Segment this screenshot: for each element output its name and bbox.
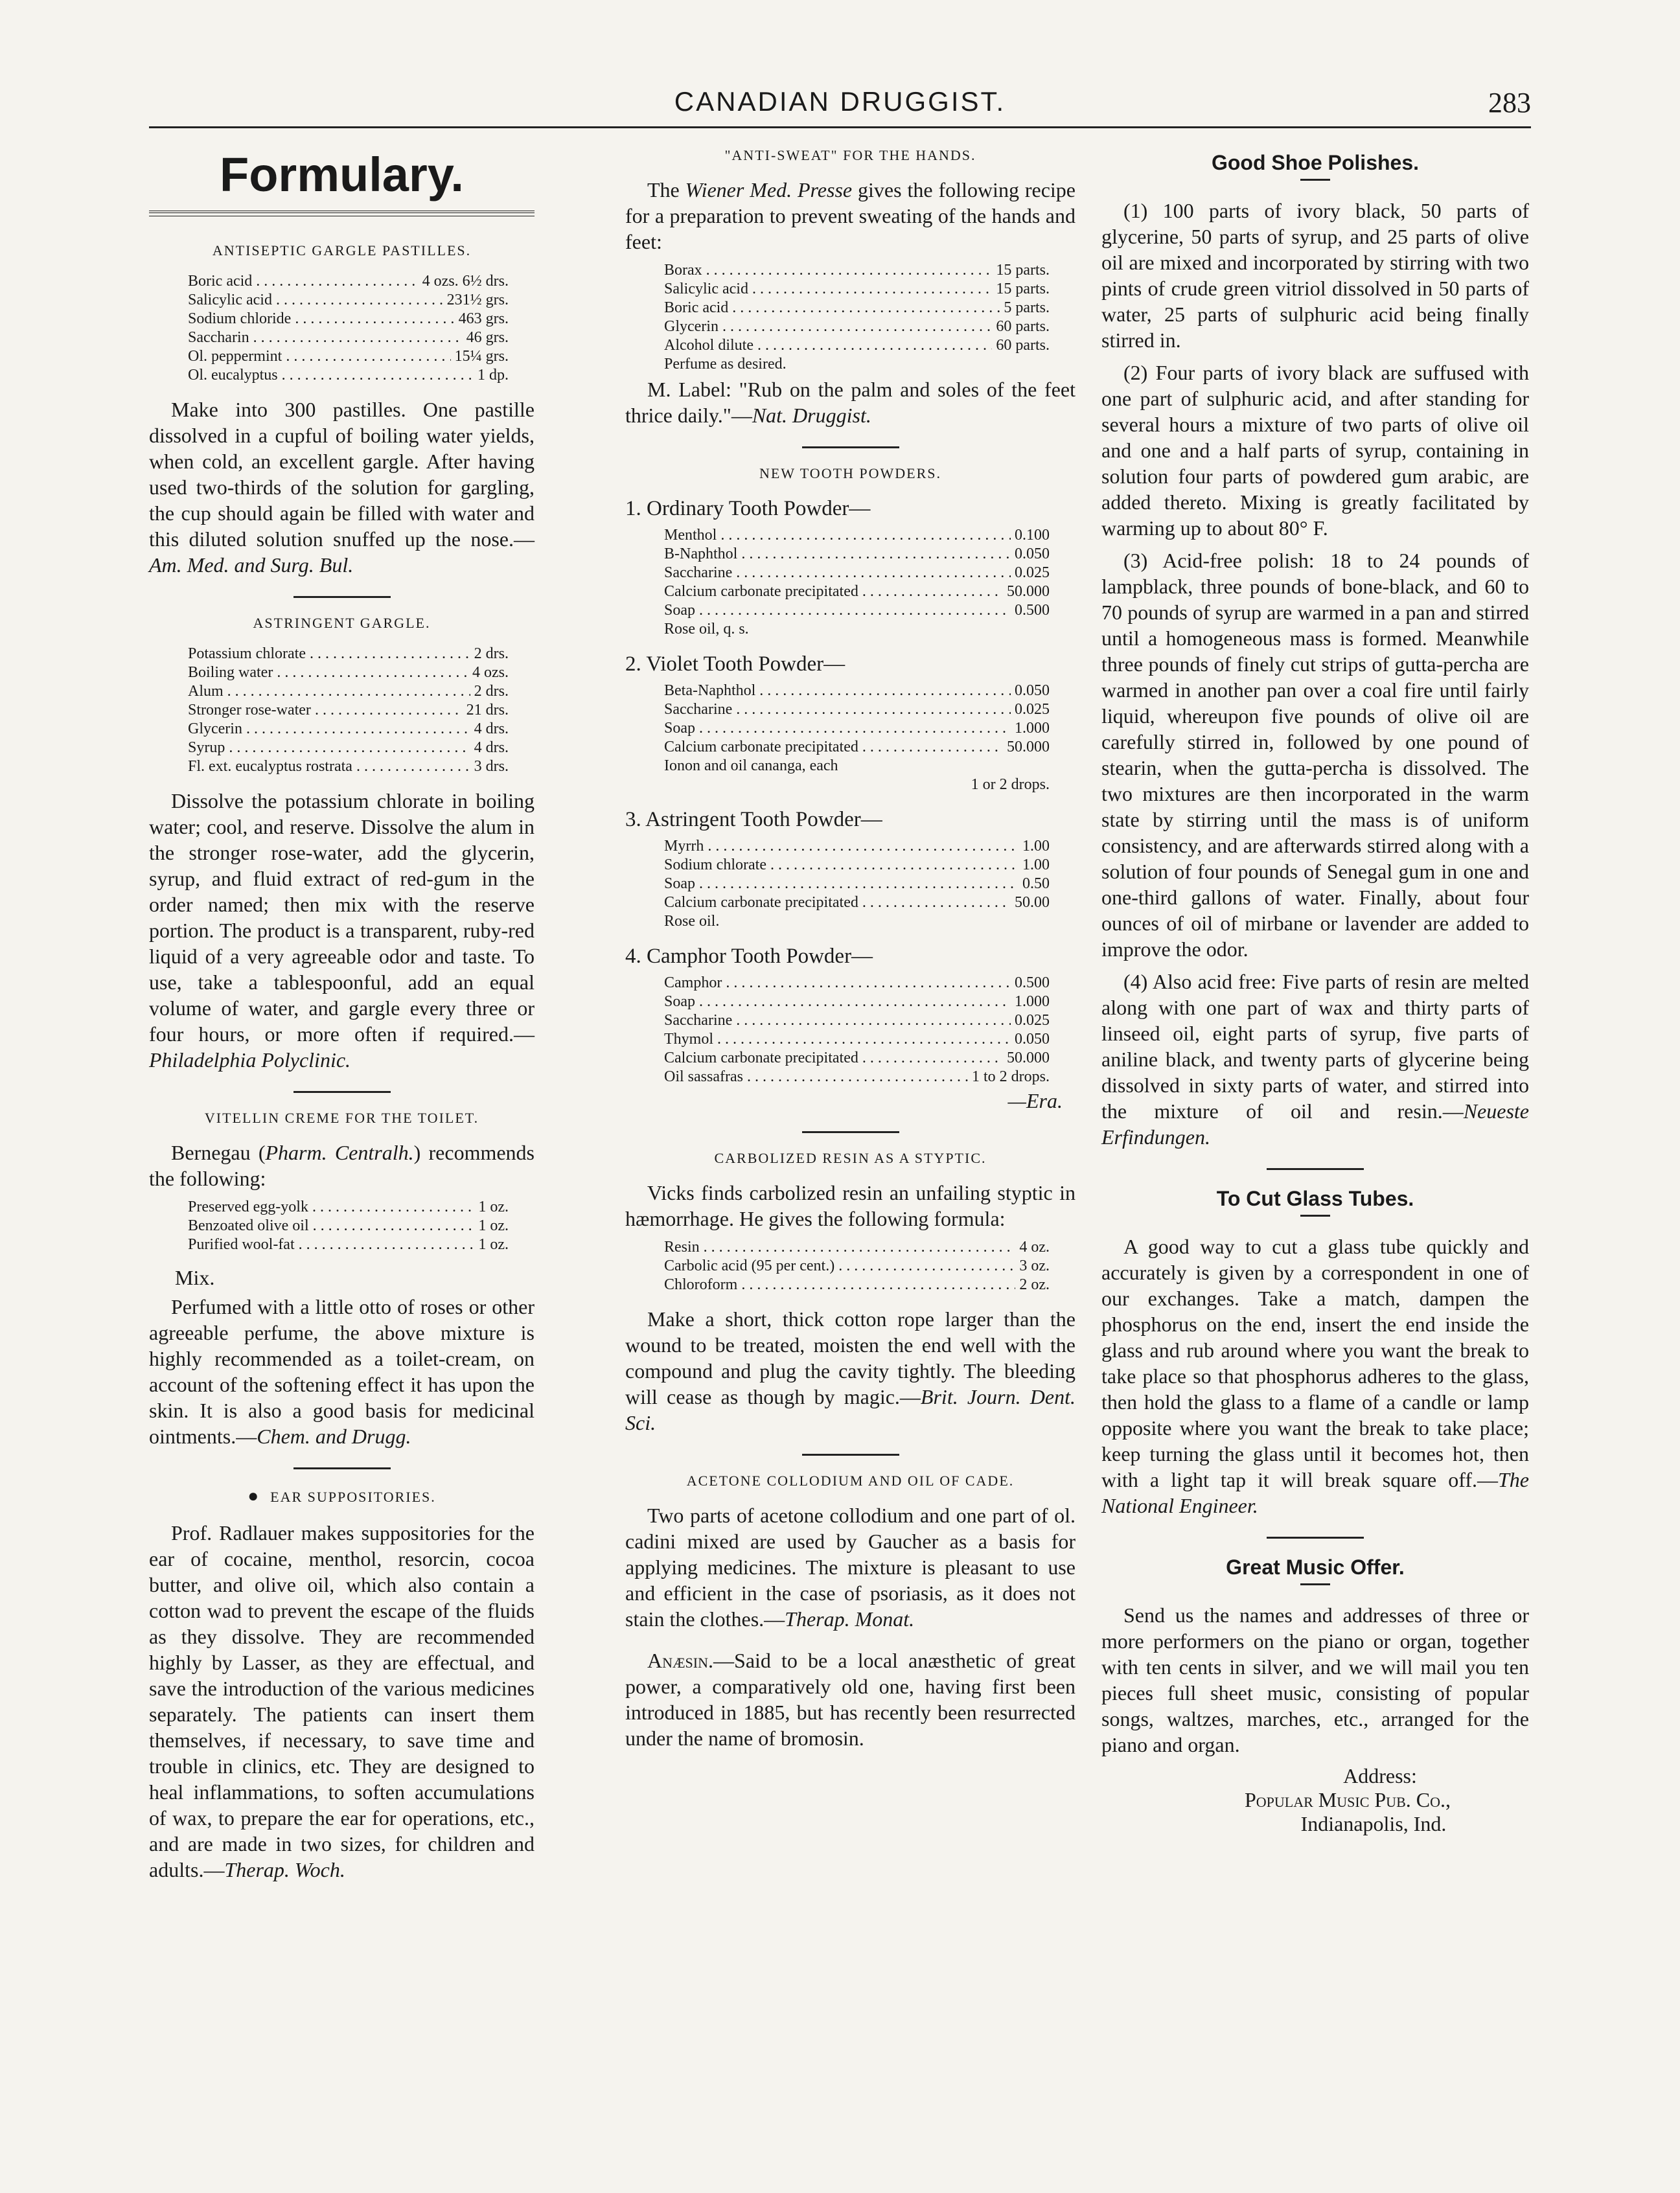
recipe-row: Glycerin . . . 4 drs. xyxy=(188,720,509,739)
section-title-formulary: Formulary. xyxy=(220,148,464,201)
heading-astringent-gargle: ASTRINGENT GARGLE. xyxy=(253,615,431,631)
heading-anti-sweat: "ANTI-SWEAT" FOR THE HANDS. xyxy=(724,147,976,163)
recipe-vitellin-creme xyxy=(188,1198,509,1254)
heading-carbolized-resin: CARBOLIZED RESIN AS A STYPTIC. xyxy=(714,1150,987,1166)
paragraph: (3) Acid-free polish: 18 to 24 pounds of lampblack, three pounds of bone-black, and 60 to 70 pounds of syrup are warmed in a pan and stirred until a homogeneous mass is formed. Meanwhile three pounds of finely cut strips of gutta-percha are warmed in another pan over a coal fire until fairly liquid, whereupon five pounds of olive oil are carefully stirred in, followed by one pound of stearin, when the gutta-percha is dissolved. The two mixtures are then incorporated in the warm state by stirring until the mass is of uniform consistency, and are afterwards stirred along with a solution of four pounds of Senegal gum in one and one-third gallons of water. Finally, about four ounces of oil of mirbane or lavender are added to improve the odor. xyxy=(1101,549,1529,961)
recipe-row: Salicylic acid . . . 231½ grs. xyxy=(188,291,509,310)
column-2 xyxy=(625,146,1076,1758)
heading-antiseptic-gargle: ANTISEPTIC GARGLE PASTILLES. xyxy=(212,242,472,258)
recipe-row: Soap . . . 1.000 xyxy=(664,993,1050,1011)
page-number: 283 xyxy=(1488,87,1531,119)
running-title: CANADIAN DRUGGIST. xyxy=(674,86,1006,117)
tooth-powder-4-title: 4. Camphor Tooth Powder— xyxy=(625,945,873,968)
tooth-powder-1-title: 1. Ordinary Tooth Powder— xyxy=(625,497,871,520)
paragraph: Vicks finds carbolized resin an unfailing styptic in hæmorrhage. He gives the following formula: xyxy=(625,1181,1076,1230)
paragraph: (1) 100 parts of ivory black, 50 parts of glycerine, 50 parts of syrup, and 25 parts of olive oil are mixed and incorporated by stirring with two pints of crude green vitriol dissolved in 50 parts of water, 25 parts of sulphuric acid being finally stirred in. xyxy=(1101,199,1529,352)
dash xyxy=(1300,179,1330,181)
citation: Neueste Erfindungen. xyxy=(1101,1099,1529,1149)
paragraph: Bernegau (Pharm. Centralh.) recommends the following: xyxy=(149,1141,535,1190)
citation: Therap. Monat. xyxy=(785,1607,915,1631)
recipe-row: Carbolic acid (95 per cent.) . . . 3 oz. xyxy=(664,1257,1050,1276)
recipe-note: Perfume as desired. xyxy=(664,356,787,373)
recipe-anti-sweat xyxy=(664,261,1050,374)
recipe-tooth-powder-2 xyxy=(664,682,1050,794)
divider xyxy=(802,1454,899,1456)
title-rule xyxy=(149,211,535,216)
column-3 xyxy=(1101,146,1529,1836)
recipe-row: Stronger rose-water . . . 21 drs. xyxy=(188,701,509,720)
recipe-row: Soap . . . 1.000 xyxy=(664,719,1050,738)
paragraph: The Wiener Med. Presse gives the following recipe for a preparation to prevent sweating of the hands and feet: xyxy=(625,178,1076,253)
tooth-powder-3-title: 3. Astringent Tooth Powder— xyxy=(625,808,882,831)
recipe-antiseptic-gargle xyxy=(188,272,509,385)
recipe-row: Benzoated olive oil . . . 1 oz. xyxy=(188,1217,509,1235)
heading-acetone-collodium: ACETONE COLLODIUM AND OIL OF CADE. xyxy=(686,1473,1015,1489)
heading-ear-suppositories: ● EAR SUPPOSITORIES. xyxy=(247,1486,436,1506)
recipe-row: Resin . . . 4 oz. xyxy=(664,1238,1050,1257)
tooth-powder-2-title: 2. Violet Tooth Powder— xyxy=(625,652,846,676)
citation: Therap. Woch. xyxy=(224,1858,345,1881)
recipe-row: Calcium carbonate precipitated . . . 50.000 xyxy=(664,582,1050,601)
publisher-name: Popular Music Pub. Co., xyxy=(1245,1788,1451,1811)
recipe-row: Camphor . . . 0.500 xyxy=(664,974,1050,993)
heading-great-music-offer: Great Music Offer. xyxy=(1226,1556,1405,1579)
recipe-row: Salicylic acid . . . 15 parts. xyxy=(664,280,1050,299)
paragraph: Prof. Radlauer makes suppositories for the ear of cocaine, menthol, resorcin, cocoa butter, and olive oil, which also contain a cotton wad to prevent the escape of the fluids as they dissolve. They are recommended highly by Lasser, as they are effectual, and save the introduction of the various medicines separately. The patients can insert them themselves, if necessary, to save time and trouble in clinics, etc. They are designed to heal inflammations, to soften accumulations of wax, to prepare the ear for operations, etc., and are made in two sizes, for children and adults.—Therap. Woch. xyxy=(149,1521,535,1881)
page-header xyxy=(149,81,1531,128)
dash xyxy=(1300,1215,1330,1217)
recipe-row: Saccharin . . . 46 grs. xyxy=(188,328,509,347)
recipe-row: Calcium carbonate precipitated . . . 50.000 xyxy=(664,1049,1050,1068)
recipe-tooth-powder-4 xyxy=(664,974,1050,1086)
heading-new-tooth-powders: NEW TOOTH POWDERS. xyxy=(759,465,942,481)
divider xyxy=(1267,1168,1364,1170)
recipe-row: Ol. eucalyptus . . . 1 dp. xyxy=(188,366,509,385)
recipe-row: Menthol . . . 0.100 xyxy=(664,526,1050,545)
recipe-row: Calcium carbonate precipitated . . . 50.00 xyxy=(664,893,1050,912)
paragraph: Dissolve the potassium chlorate in boiling water; cool, and reserve. Dissolve the alum in the stronger rose-water, add the glycerin, syrup, and fluid extract of red-gum in the order named; then mix with the reserve portion. The product is a transparent, ruby-red liquid of a very agreeable odor and taste. To use, take a tablespoonful, add an equal volume of water, and gargle every three or four hours, or more often if required.—Philadelphia Polyclinic. xyxy=(149,789,535,1072)
paragraph: Make into 300 pastilles. One pastille dissolved in a cupful of boiling water yields, when cold, an excellent gargle. After having used two-thirds of the solution for gargling, the cup should again be filled with water and this diluted solution snuffed up the nose.—Am. Med. and Surg. Bul. xyxy=(149,398,535,577)
recipe-row: Oil sassafras . . . 1 to 2 drops. xyxy=(664,1068,1050,1086)
divider xyxy=(802,1131,899,1133)
dash xyxy=(1300,1583,1330,1585)
heading-to-cut-glass-tubes: To Cut Glass Tubes. xyxy=(1216,1187,1414,1210)
recipe-row: Boric acid . . . 5 parts. xyxy=(664,299,1050,317)
recipe-row: Saccharine . . . 0.025 xyxy=(664,564,1050,582)
recipe-row: Borax . . . 15 parts. xyxy=(664,261,1050,280)
recipe-row: Chloroform . . . 2 oz. xyxy=(664,1276,1050,1294)
citation: Am. Med. and Surg. Bul. xyxy=(149,553,354,577)
recipe-row: Preserved egg-yolk . . . 1 oz. xyxy=(188,1198,509,1217)
divider xyxy=(293,1467,391,1469)
recipe-tooth-powder-1 xyxy=(664,526,1050,639)
paragraph: M. Label: "Rub on the palm and soles of the feet thrice daily."—Nat. Druggist. xyxy=(625,378,1076,427)
recipe-row: Ol. peppermint . . . 15¼ grs. xyxy=(188,347,509,366)
recipe-tooth-powder-3 xyxy=(664,837,1050,931)
divider xyxy=(802,446,899,448)
address-label: Address: xyxy=(1343,1764,1417,1787)
recipe-row: Sodium chloride . . . 463 grs. xyxy=(188,310,509,328)
recipe-row: Soap . . . 0.50 xyxy=(664,875,1050,893)
recipe-row: Alum . . . 2 drs. xyxy=(188,682,509,701)
paragraph: (2) Four parts of ivory black are suffused with one part of sulphuric acid, and after standing for several hours a mixture of two parts of olive oil and one and a half parts of syrup, containing in solution four parts of powdered gum arabic, are added thereto. Mixing is greatly facilitated by warming up to about 80° F. xyxy=(1101,361,1529,540)
recipe-row: Beta-Naphthol . . . 0.050 xyxy=(664,682,1050,700)
run-in-heading: Anæsin. xyxy=(647,1649,714,1672)
bullet-icon: ● xyxy=(247,1486,260,1506)
citation: Chem. and Drugg. xyxy=(257,1425,411,1448)
recipe-row: Potassium chlorate . . . 2 drs. xyxy=(188,645,509,663)
publisher-city: Indianapolis, Ind. xyxy=(1300,1812,1447,1835)
recipe-row: Calcium carbonate precipitated . . . 50.000 xyxy=(664,738,1050,757)
recipe-row: Boric acid . . . 4 ozs. 6½ drs. xyxy=(188,272,509,291)
recipe-row: Soap . . . 0.500 xyxy=(664,601,1050,620)
mix-instruction: Mix. xyxy=(175,1266,215,1289)
recipe-row: B-Naphthol . . . 0.050 xyxy=(664,545,1050,564)
recipe-row: Sodium chlorate . . . 1.00 xyxy=(664,856,1050,875)
recipe-row: Saccharine . . . 0.025 xyxy=(664,700,1050,719)
recipe-carbolized-resin xyxy=(664,1238,1050,1294)
paragraph: Anæsin.—Said to be a local anæsthetic of great power, a comparatively old one, having first been introduced in 1885, but has recently been resurrected under the name of bromosin. xyxy=(625,1649,1076,1750)
heading-good-shoe-polishes: Good Shoe Polishes. xyxy=(1211,151,1420,174)
heading-vitellin-creme: VITELLIN CREME FOR THE TOILET. xyxy=(204,1110,479,1126)
citation: Nat. Druggist. xyxy=(752,404,871,427)
divider xyxy=(1267,1537,1364,1539)
citation: The National Engineer. xyxy=(1101,1468,1529,1517)
recipe-row: Thymol . . . 0.050 xyxy=(664,1030,1050,1049)
recipe-row: Fl. ext. eucalyptus rostrata . . . 3 drs. xyxy=(188,757,509,776)
citation: Brit. Journ. Dent. Sci. xyxy=(625,1385,1076,1434)
recipe-row: Glycerin . . . 60 parts. xyxy=(664,317,1050,336)
citation: —Era. xyxy=(1007,1089,1063,1112)
divider xyxy=(293,1091,391,1093)
recipe-row: Alcohol dilute . . . 60 parts. xyxy=(664,336,1050,355)
recipe-row: Syrup . . . 4 drs. xyxy=(188,739,509,757)
paragraph: A good way to cut a glass tube quickly and accurately is given by a correspondent in one of our exchanges. Take a match, dampen the phosphorus on the end, insert the end inside the glass and rub around where you want the break to take place so that phosphorus adheres to the glass, then hold the glass to a flame of a candle or lamp opposite where you want the break to take place; keep turning the glass until it becomes hot, then with a light tap it will break square off.—The National Engineer. xyxy=(1101,1235,1529,1517)
recipe-note-qty: 1 or 2 drops. xyxy=(971,776,1050,793)
recipe-astringent-gargle xyxy=(188,645,509,776)
paragraph: Perfumed with a little otto of roses or other agreeable perfume, the above mixture is highly recommended as a toilet-cream, on account of the softening effect it has upon the skin. It is also a good basis for medicinal ointments.—Chem. and Drugg. xyxy=(149,1295,535,1448)
citation: Philadelphia Polyclinic. xyxy=(149,1048,351,1072)
recipe-note: Rose oil, q. s. xyxy=(664,621,749,637)
paragraph: Send us the names and addresses of three or more performers on the piano or organ, together with ten cents in silver, and we will mail you ten pieces full sheet music, consisting of popular songs, waltzes, marches, etc., arranged for the piano and organ. xyxy=(1101,1603,1529,1756)
paragraph: Make a short, thick cotton rope larger than the wound to be treated, moisten the end well with the compound and plug the cavity tightly. The bleeding will cease as though by magic.—Brit. Journ. Dent. Sci. xyxy=(625,1307,1076,1434)
divider xyxy=(293,596,391,598)
recipe-row: Myrrh . . . 1.00 xyxy=(664,837,1050,856)
recipe-note: Ionon and oil cananga, each xyxy=(664,757,838,774)
recipe-row: Purified wool-fat . . . 1 oz. xyxy=(188,1235,509,1254)
paragraph: (4) Also acid free: Five parts of resin are melted along with one part of wax and thirty parts of linseed oil, eight parts of syrup, five parts of aniline black, and twenty parts of glycerine being dissolved in sixty parts of water, and stirred into the mixture of oil and resin.—Neueste Erfindungen. xyxy=(1101,970,1529,1149)
column-1 xyxy=(149,146,535,1889)
recipe-row: Boiling water . . . 4 ozs. xyxy=(188,663,509,682)
recipe-note: Rose oil. xyxy=(664,913,720,930)
paragraph: Two parts of acetone collodium and one part of ol. cadini mixed are used by Gaucher as a basis for applying medicines. The mixture is pleasant to use and efficient in the case of psoriasis, as it does not stain the clothes.—Therap. Monat. xyxy=(625,1504,1076,1631)
recipe-row: Saccharine . . . 0.025 xyxy=(664,1011,1050,1030)
